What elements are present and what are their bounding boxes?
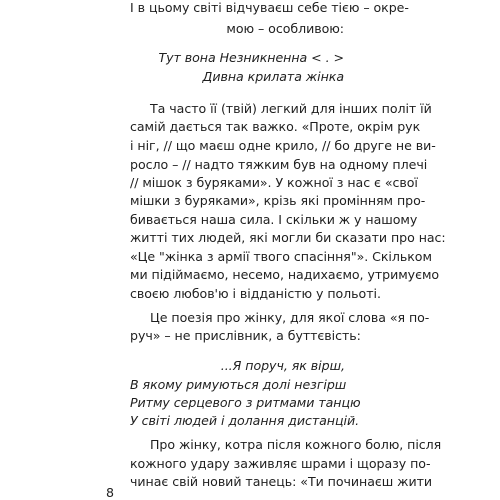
paragraph-1-line-4: росло – // надто тяжким був на одному плечі <box>130 157 428 172</box>
paragraph-1-line-6: мішки з буряками», крізь які промінням про- <box>130 193 426 208</box>
poem-line-2: В якому римуються долі незгірш <box>130 377 347 392</box>
intro-line-2: мою – особливою: <box>226 21 344 36</box>
paragraph-1-line-5: // мішок з буряками». У кожної з нас є «свої <box>130 175 418 190</box>
paragraph-1-line-10: ми підіймаємо, несемо, надихаємо, утримуємо <box>130 267 440 282</box>
paragraph-1-line-11: своєю любов'ю і відданістю у польоті. <box>130 286 381 301</box>
paragraph-1-line-3: і ніг, // що маєш одне крило, // бо друге не ви- <box>130 138 436 153</box>
paragraph-1-line-8: житті тих людей, які могли би сказати про нас: <box>130 230 446 245</box>
paragraph-1-line-2: самій дається так важко. «Проте, окрім рук <box>130 119 421 134</box>
paragraph-1-line-9: «Це "жінка з армії твого спасіння"». Скільком <box>130 249 432 264</box>
paragraph-3-line-1: Про жінку, котра після кожного болю, після <box>150 437 442 452</box>
epigraph-line-1: Тут вона Незникненна < . > <box>158 50 344 65</box>
epigraph-line-2: Дивна крилата жінка <box>202 69 344 84</box>
page-number: 8 <box>106 485 115 500</box>
paragraph-1-line-7: бивається наша сила. І скільки ж у нашому <box>130 212 418 227</box>
paragraph-2-line-2: руч» – не прислівник, а буттєвість: <box>130 328 361 343</box>
poem-line-4: У світі людей і долання дистанцій. <box>130 413 360 428</box>
intro-line-1: І в цьому світі відчуваєш себе тією – окре- <box>130 0 409 15</box>
poem-line-1: ...Я поруч, як вірш, <box>220 358 345 373</box>
paragraph-1-line-1: Та часто її (твій) легкий для інших політ їй <box>150 101 432 116</box>
paragraph-3-line-3: чинає свій новий танець: «Ти починаєш жити <box>130 474 433 489</box>
poem-line-3: Ритму серцевого з ритмами танцю <box>130 395 361 410</box>
paragraph-2-line-1: Це поезія про жінку, для якої слова «я по- <box>150 310 430 325</box>
paragraph-3-line-2: кожного удару заживляє шрами і щоразу по- <box>130 456 431 471</box>
